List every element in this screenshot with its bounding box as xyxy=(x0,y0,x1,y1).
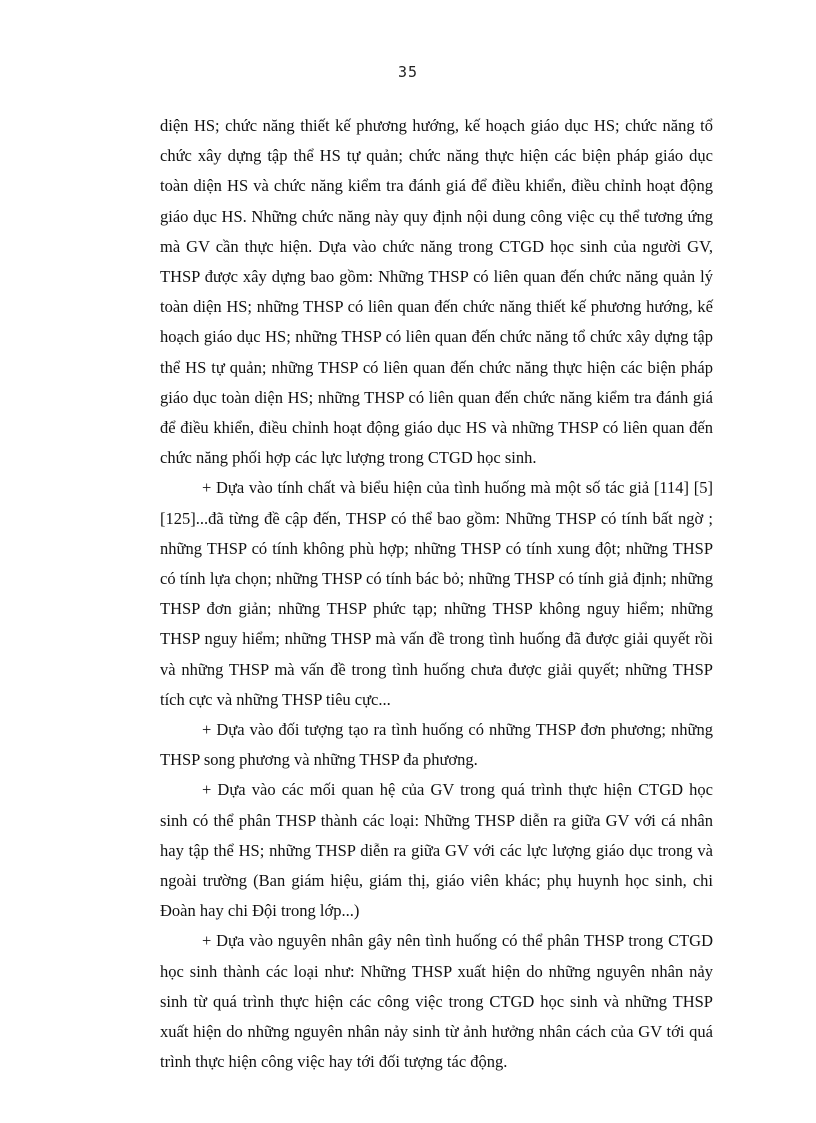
paragraph-4: + Dựa vào các mối quan hệ của GV trong quá trình thực hiện CTGD học sinh có thể phân THSP thành các loại: Những THSP diễn ra giữa GV với cá nhân hay tập thể HS; những THSP diễn ra giữa GV với các lực lượng giáo dục trong và ngoài trường (Ban giám hiệu, giám thị, giáo viên khác; phụ huynh học sinh, chi Đoàn hay chi Đội trong lớp...) xyxy=(160,780,713,921)
page-number: 35 xyxy=(397,63,419,81)
paragraph-2: + Dựa vào tính chất và biểu hiện của tình huống mà một số tác giả [114] [5] [125]...đã từng đề cập đến, THSP có thể bao gồm: Những THSP có tính bất ngờ ; những THSP có tính không phù hợp; những THSP có tính xung đột; những THSP có tính lựa chọn; những THSP có tính bác bỏ; những THSP có tính giả định; những THSP đơn giản; những THSP phức tạp; những THSP không nguy hiểm; những THSP nguy hiểm; những THSP mà vấn đề trong tình huống đã được giải quyết rồi và những THSP mà vấn đề trong tình huống chưa được giải quyết; những THSP tích cực và những THSP tiêu cực... xyxy=(160,478,713,709)
paragraph-1: diện HS; chức năng thiết kế phương hướng, kế hoạch giáo dục HS; chức năng tổ chức xây dựng tập thể HS tự quản; chức năng thực hiện các biện pháp giáo dục toàn diện HS và chức năng kiểm tra đánh giá để điều khiển, điều chỉnh hoạt động giáo dục HS. Những chức năng này quy định nội dung công việc cụ thể tương ứng mà GV cần thực hiện. Dựa vào chức năng trong CTGD học sinh của người GV, THSP được xây dựng bao gồm: Những THSP có liên quan đến chức năng quản lý toàn diện HS; những THSP có liên quan đến chức năng thiết kế phương hướng, kế hoạch giáo dục HS; những THSP có liên quan đến chức năng tổ chức xây dựng tập thể HS tự quản; những THSP có liên quan đến chức năng thực hiện các biện pháp giáo dục toàn diện HS; những THSP có liên quan đến chức năng kiểm tra đánh giá để điều khiển, điều chỉnh hoạt động giáo dục HS và những THSP có liên quan đến chức năng phối hợp các lực lượng trong CTGD học sinh. xyxy=(160,116,713,468)
paragraph-3: + Dựa vào đối tượng tạo ra tình huống có những THSP đơn phương; những THSP song phương và những THSP đa phương. xyxy=(160,720,713,770)
page-body xyxy=(160,111,713,1078)
paragraph-5: + Dựa vào nguyên nhân gây nên tình huống có thể phân THSP trong CTGD học sinh thành các loại như: Những THSP xuất hiện do những nguyên nhân nảy sinh từ quá trình thực hiện các công việc trong CTGD học sinh và những THSP xuất hiện do những nguyên nhân nảy sinh từ ảnh hưởng nhân cách của GV tới quá trình thực hiện công việc hay tới đối tượng tác động. xyxy=(160,931,713,1072)
